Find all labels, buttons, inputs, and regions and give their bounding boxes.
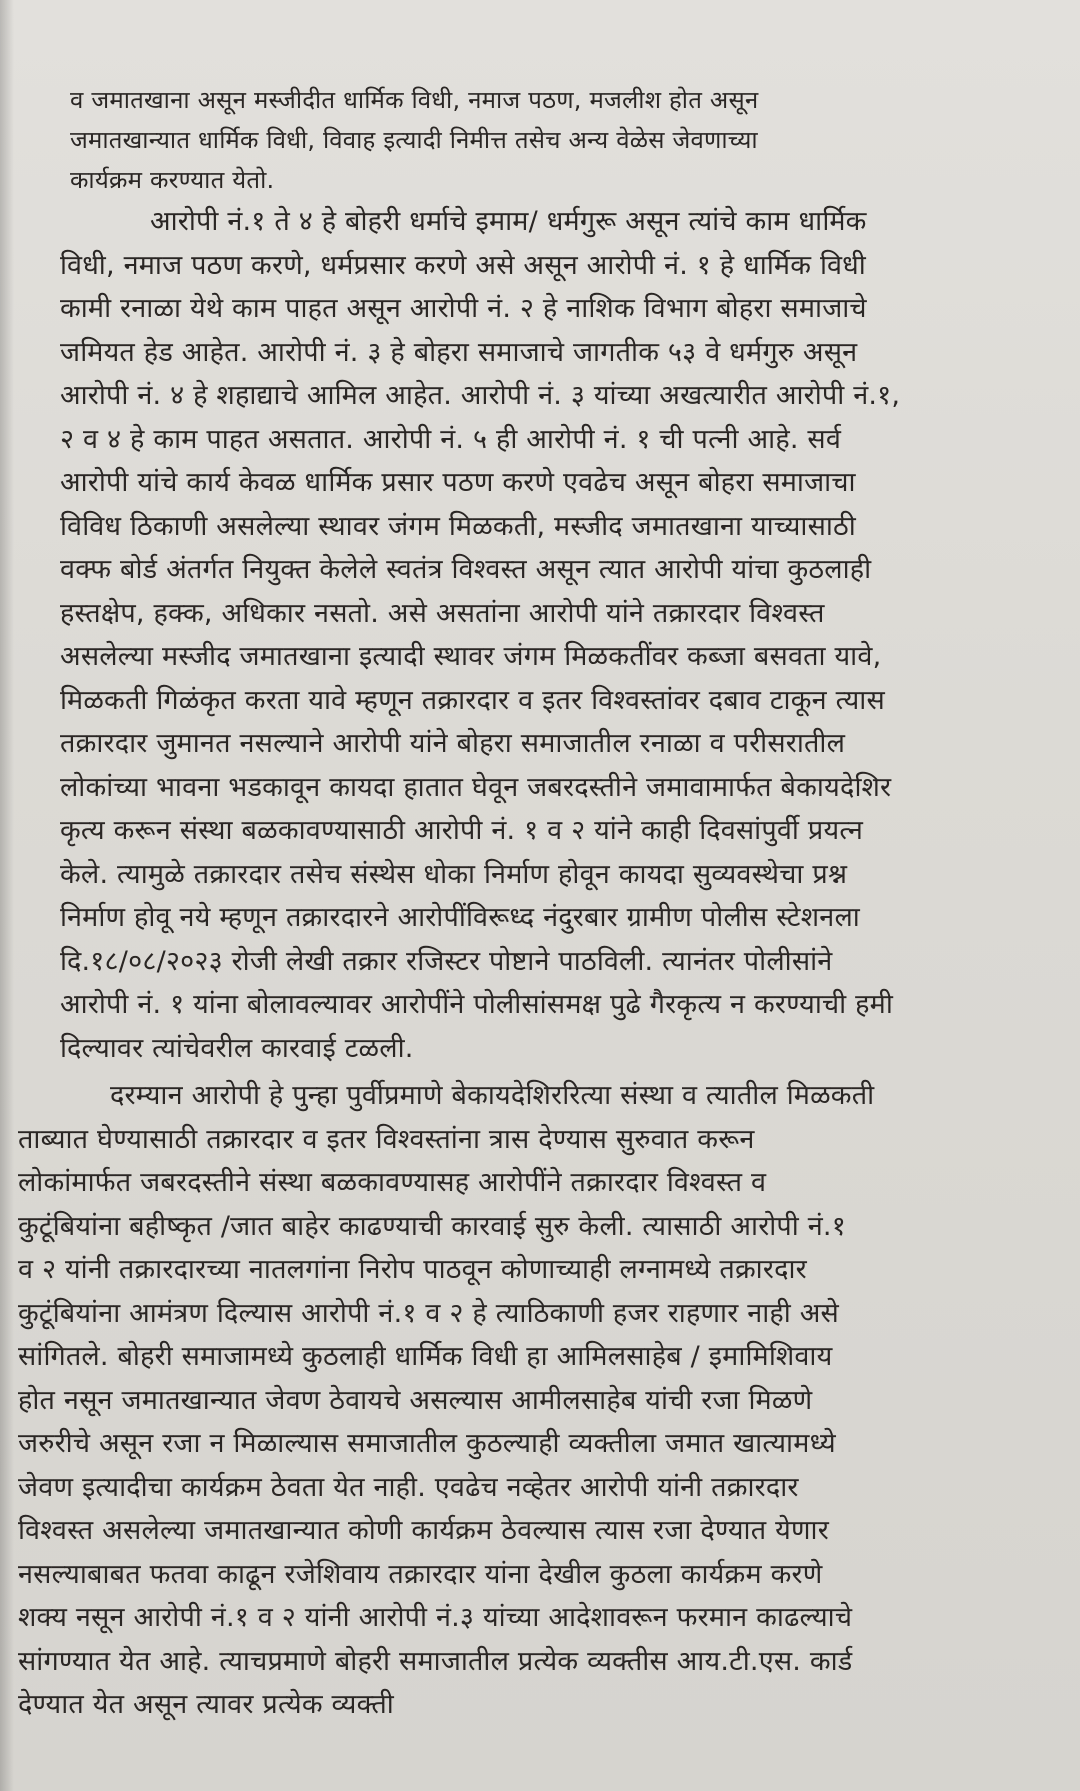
text-line: हस्तक्षेप, हक्क, अधिकार नसतो. असे असतांना आरोपी यांने तक्रारदार विश्वस्त — [60, 597, 825, 629]
text-line: विविध ठिकाणी असलेल्या स्थावर जंगम मिळकती, मस्जीद जमातखाना याच्यासाठी — [60, 510, 856, 542]
text-line: लोकांमार्फत जबरदस्तीने संस्था बळकावण्यासह आरोपींने तक्रारदार विश्वस्त व — [18, 1167, 767, 1198]
text-line: कार्यक्रम करण्यात येतो. — [70, 166, 275, 194]
text-line: लोकांच्या भावना भडकावून कायदा हातात घेवून जबरदस्तीने जमावामार्फत बेकायदेशिर — [60, 771, 892, 803]
text-line: मिळकती गिळंकृत करता यावे म्हणून तक्रारदार व इतर विश्वस्तांवर दबाव टाकून त्यास — [60, 684, 885, 716]
paragraph-1 — [0, 80, 1080, 200]
text-line: नसल्याबाबत फतवा काढून रजेशिवाय तक्रारदार यांना देखील कुठला कार्यक्रम करणे — [18, 1558, 823, 1590]
text-line: विश्वस्त असलेल्या जमातखान्यात कोणी कार्यक्रम ठेवल्यास त्यास रजा देण्यात येणार — [18, 1515, 829, 1546]
text-line: असलेल्या मस्जीद जमातखाना इत्यादी स्थावर जंगम मिळकतींवर कब्जा बसवता यावे, — [60, 641, 882, 672]
text-line: जेवण इत्यादीचा कार्यक्रम ठेवता येत नाही. एवढेच नव्हेतर आरोपी यांनी तक्रारदार — [18, 1471, 799, 1503]
text-line: कृत्य करून संस्था बळकावण्यासाठी आरोपी नं. १ व २ यांने काही दिवसांपुर्वी प्रयत्न — [60, 815, 863, 846]
text-line: दिल्यावर त्यांचेवरील कारवाई टळली. — [60, 1032, 414, 1064]
text-line: जमियत हेड आहेत. आरोपी नं. ३ हे बोहरा समाजाचे जागतीक ५३ वे धर्मगुरु असून — [60, 336, 858, 368]
text-line: केले. त्यामुळे तक्रारदार तसेच संस्थेस धोका निर्माण होवून कायदा सुव्यवस्थेचा प्रश्न — [60, 858, 848, 890]
text-line: दि.१८/०८/२०२३ रोजी लेखी तक्रार रजिस्टर पोष्टाने पाठविली. त्यानंतर पोलीसांने — [60, 945, 833, 977]
text-line: कामी रनाळा येथे काम पाहत असून आरोपी नं. २ हे नाशिक विभाग बोहरा समाजाचे — [60, 293, 867, 324]
text-line: सांगण्यात येत आहे. त्याचप्रमाणे बोहरी समाजातील प्रत्येक व्यक्तीस आय.टी.एस. कार्ड — [18, 1645, 853, 1677]
paragraph-3 — [0, 1074, 1080, 1727]
text-line: दरम्यान आरोपी हे पुन्हा पुर्वीप्रमाणे बेकायदेशिररित्या संस्था व त्यातील मिळकती — [110, 1080, 875, 1111]
text-line: कुटूंबियांना आमंत्रण दिल्यास आरोपी नं.१ व २ हे त्याठिकाणी हजर राहणार नाही असे — [18, 1297, 840, 1329]
text-line: वक्फ बोर्ड अंतर्गत नियुक्त केलेले स्वतंत्र विश्वस्त असून त्यात आरोपी यांचा कुठलाही — [60, 554, 872, 585]
text-line: कुटूंबियांना बहीष्कृत /जात बाहेर काढण्याची कारवाई सुरु केली. त्यासाठी आरोपी नं.१ — [18, 1210, 846, 1242]
text-line: आरोपी यांचे कार्य केवळ धार्मिक प्रसार पठण करणे एवढेच असून बोहरा समाजाचा — [60, 467, 856, 498]
text-line: निर्माण होवू नये म्हणून तक्रारदारने आरोपींविरूध्द नंदुरबार ग्रामीण पोलीस स्टेशनला — [60, 902, 860, 933]
text-line: सांगितले. बोहरी समाजामध्ये कुठलाही धार्मिक विधी हा आमिलसाहेब / इमामिशिवाय — [18, 1341, 833, 1372]
text-line: जरुरीचे असून रजा न मिळाल्यास समाजातील कुठल्याही व्यक्तीला जमात खात्यामध्ये — [18, 1428, 836, 1459]
text-line: २ व ४ हे काम पाहत असतात. आरोपी नं. ५ ही आरोपी नं. १ ची पत्नी आहे. सर्व — [60, 423, 842, 455]
text-line: व २ यांनी तक्रारदारच्या नातलगांना निरोप पाठवून कोणाच्याही लग्नामध्ये तक्रारदार — [18, 1254, 807, 1285]
text-line: ताब्यात घेण्यासाठी तक्रारदार व इतर विश्वस्तांना त्रास देण्यास सुरुवात करून — [18, 1123, 755, 1155]
text-line: देण्यात येत असून त्यावर प्रत्येक व्यक्ती — [18, 1689, 394, 1720]
text-line: शक्य नसून आरोपी नं.१ व २ यांनी आरोपी नं.३ यांच्या आदेशावरून फरमान काढल्याचे — [18, 1602, 853, 1633]
text-line: आरोपी नं. ४ हे शहाद्याचे आमिल आहेत. आरोपी नं. ३ यांच्या अखत्यारीत आरोपी नं.१, — [60, 380, 901, 411]
text-line: व जमातखाना असून मस्जीदीत धार्मिक विधी, नमाज पठण, मजलीश होत असून — [70, 86, 759, 114]
text-line: विधी, नमाज पठण करणे, धर्मप्रसार करणे असे असून आरोपी नं. १ हे धार्मिक विधी — [60, 249, 866, 281]
text-line: जमातखान्यात धार्मिक विधी, विवाह इत्यादी निमीत्त तसेच अन्य वेळेस जेवणाच्या — [70, 126, 758, 154]
paragraph-2 — [0, 200, 1080, 1070]
text-line: तक्रारदार जुमानत नसल्याने आरोपी यांने बोहरा समाजातील रनाळा व परीसरातील — [60, 728, 846, 759]
text-line: आरोपी नं. १ यांना बोलावल्यावर आरोपींने पोलीसांसमक्ष पुढे गैरकृत्य न करण्याची हमी — [60, 989, 894, 1020]
text-line: आरोपी नं.१ ते ४ हे बोहरी धर्माचे इमाम/ धर्मगुरू असून त्यांचे काम धार्मिक — [150, 206, 867, 237]
text-line: होत नसून जमातखान्यात जेवण ठेवायचे असल्यास आमीलसाहेब यांची रजा मिळणे — [18, 1384, 813, 1416]
